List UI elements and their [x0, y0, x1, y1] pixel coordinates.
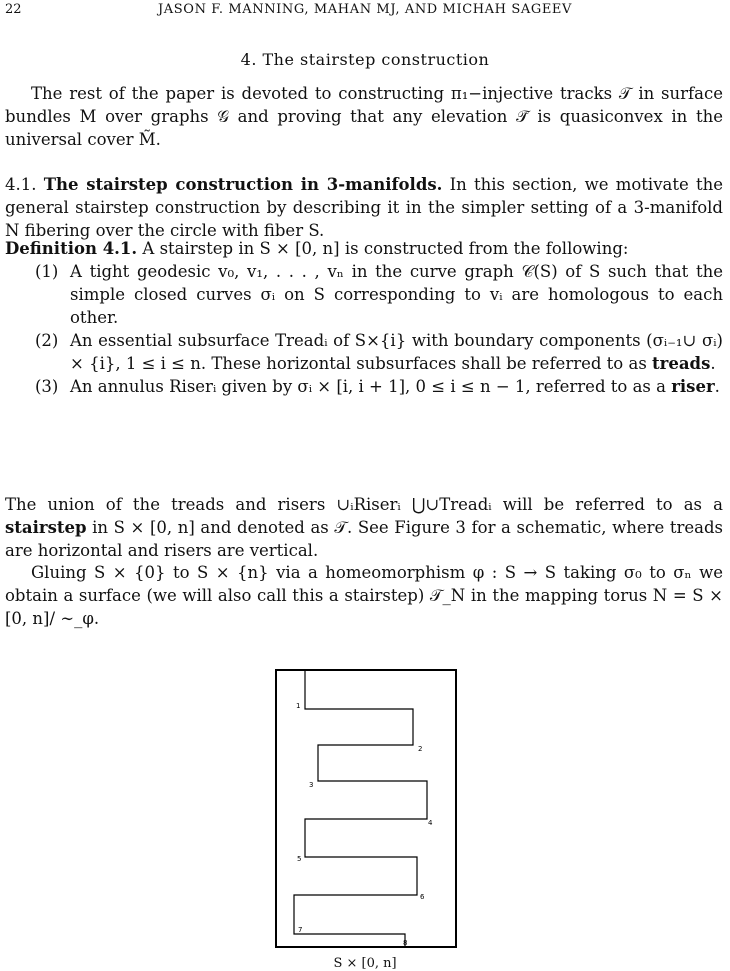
subsection-title: The stairstep construction in 3-manifolds.	[43, 175, 443, 194]
step-label-1: 1	[296, 702, 301, 710]
step-label-3: 3	[309, 781, 314, 789]
stairstep-paragraph	[5, 493, 723, 562]
definition	[5, 237, 723, 260]
term-treads: treads	[652, 354, 711, 373]
definition-label: Definition 4.1.	[5, 239, 138, 258]
step-label-5: 5	[297, 855, 302, 863]
stairstep-figure	[275, 669, 457, 948]
figure-caption: S × [0, n]	[333, 956, 397, 971]
definition-item-2	[30, 329, 723, 375]
item-text: An annulus Riserᵢ given by σᵢ × [i, i + 1], 0 ≤ i ≤ n − 1, referred to as a	[70, 377, 672, 396]
term-riser: riser	[671, 377, 715, 396]
definition-item-1	[30, 260, 723, 329]
step-label-2: 2	[418, 745, 423, 753]
step-label-7: 7	[298, 926, 303, 934]
item-punct: .	[710, 354, 716, 373]
step-label-4: 4	[428, 819, 433, 827]
item-text: An essential subsurface Treadᵢ of S×{i} with boundary components (σᵢ₋₁∪ σᵢ) × {i}, 1 ≤ i ≤ n. These horizontal subsurfaces shall be referred to as	[70, 331, 723, 373]
page-number: 22	[5, 2, 22, 17]
step-label-6: 6	[420, 893, 425, 901]
item-number: (1)	[35, 262, 59, 281]
intro-paragraph: The rest of the paper is devoted to constructing π₁−injective tracks 𝒯 in surface bundles M over graphs 𝒢 and proving that any elevation 𝒯̃ is quasiconvex in the universal cover M̃.	[5, 84, 723, 149]
subsection-text: In this section, we motivate the general stairstep construction by describing it in the simpler setting of a 3-manifold N fibering over the circle with fiber S.	[5, 175, 723, 240]
term-stairstep: stairstep	[5, 518, 87, 537]
item-text: A tight geodesic v₀, v₁, . . . , vₙ in the curve graph 𝒞(S) of S such that the simple closed curves σᵢ on S corresponding to vᵢ are homologous to each other.	[70, 262, 723, 327]
item-punct: .	[714, 377, 720, 396]
section-title: 4. The stairstep construction	[240, 50, 490, 69]
item-number: (3)	[35, 377, 59, 396]
gluing-paragraph: Gluing S × {0} to S × {n} via a homeomorphism φ : S → S taking σ₀ to σₙ we obtain a surface (we will also call this a stairstep) 𝒯_N in the mapping torus N = S × [0, n]/ ∼_φ.	[5, 563, 723, 628]
subsection-paragraph	[5, 173, 723, 242]
definition-items	[30, 260, 723, 398]
subsection-number: 4.1.	[5, 175, 37, 194]
running-header	[0, 2, 730, 22]
paragraph-text: in S × [0, n] and denoted as 𝒯. See Figure 3 for a schematic, where treads are horizontal and risers are vertical.	[5, 518, 723, 560]
definition-item-3	[30, 375, 723, 398]
stairstep-path	[294, 669, 427, 948]
step-label-8: 8	[403, 939, 408, 947]
definition-text: A stairstep in S × [0, n] is constructed from the following:	[142, 239, 629, 258]
paragraph-text: The union of the treads and risers ∪ᵢRiserᵢ ⋃∪Treadᵢ will be referred to as a	[5, 495, 723, 514]
author-line: JASON F. MANNING, MAHAN MJ, AND MICHAH SAGEEV	[158, 2, 572, 17]
item-number: (2)	[35, 331, 59, 350]
